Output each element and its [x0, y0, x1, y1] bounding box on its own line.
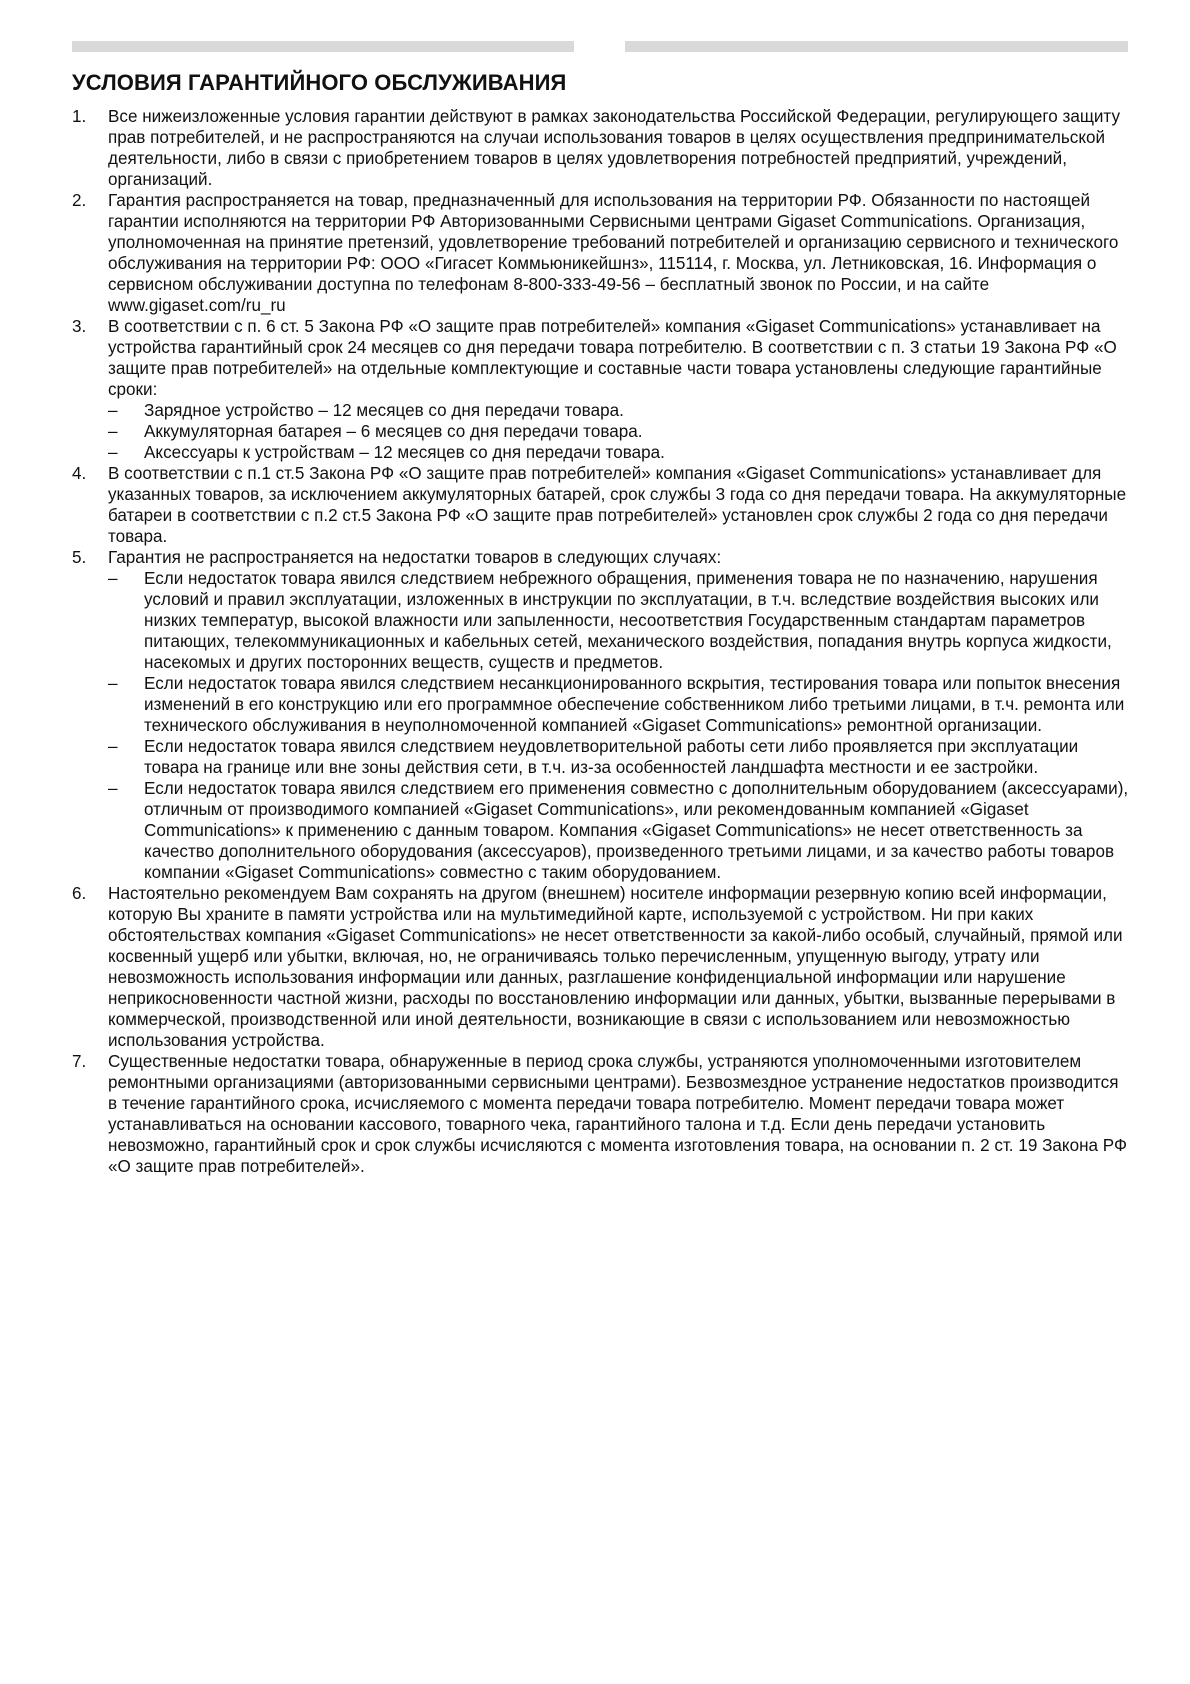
item-text: В соответствии с п.1 ст.5 Закона РФ «О защите прав потребителей» компания «Gigaset Communications» устанавливает для указанных товаров, за исключением аккумуляторных батарей, срок службы 3 года со дня передачи товара. На аккумуляторные батареи в соответствии с п.2 ст.5 Закона РФ «О защите прав потребителей» установлен срок службы 2 года со дня передачи товара.: [108, 464, 1127, 546]
dash-bullet: –: [108, 443, 118, 462]
sub-item: [108, 778, 1130, 883]
dash-bullet: –: [108, 401, 118, 420]
list-item: [72, 463, 1130, 547]
list-item: [72, 1051, 1130, 1177]
dash-bullet: –: [108, 779, 118, 798]
sub-item: [108, 568, 1130, 673]
item-text: Гарантия распространяется на товар, предназначенный для использования на территории РФ. Обязанности по настоящей гарантии исполняются на территории РФ Авторизованными Сервисными центрами Gigaset Communications. Организация, уполномоченная на принятие претензий, удовлетворение требований потребителей и организацию сервисного и технического обслуживания на территории РФ: ООО «Гигасет Коммьюникейшнз», 115114, г. Москва, ул. Летниковская, 16. Информация о сервисном обслуживании доступна по телефонам 8-800-333-49-56 – бесплатный звонок по России, и на сайте www.gigaset.com/ru_ru: [108, 191, 1119, 315]
item-number: 1.: [72, 107, 87, 126]
item-text: Гарантия не распространяется на недостатки товаров в следующих случаях:: [108, 548, 722, 567]
dash-bullet: –: [108, 422, 118, 441]
warranty-periods-list: [108, 400, 1130, 463]
item-number: 7.: [72, 1052, 87, 1071]
item-text: Настоятельно рекомендуем Вам сохранять на другом (внешнем) носителе информации резервную копию всей информации, которую Вы храните в памяти устройства или на мультимедийной карте, используемой с устройством. Ни при каких обстоятельствах компания «Gigaset Communications» не несет ответственности за какой-либо особый, случайный, прямой или косвенный ущерб или убытки, включая, но, не ограничиваясь только перечисленным, упущенную выгоду, утрату или невозможность использования информации или данных, разглашение конфиденциальной информации или нарушение неприкосновенности частной жизни, расходы по восстановлению информации или данных, убытки, вызванные перерывами в коммерческой, производственной или иной деятельности, возникающие в связи с использованием или невозможностью использования устройства.: [108, 884, 1123, 1050]
sub-item-text: Если недостаток товара явился следствием небрежного обращения, применения товара не по назначению, нарушения условий и правил эксплуатации, изложенных в инструкции по эксплуатации, в т.ч. вследствие воздействия высоких или низких температур, высокой влажности или запыленности, несоответствия Государственным стандартам параметров питающих, телекоммуникационных и кабельных сетей, механического воздействия, попадания внутрь корпуса жидкости, насекомых и других посторонних веществ, существ и предметов.: [144, 569, 1112, 672]
sub-item-text: Если недостаток товара явился следствием неудовлетворительной работы сети либо проявляется при эксплуатации товара на границе или вне зоны действия сети, в т.ч. из-за особенностей ландшафта местности и ее застройки.: [144, 737, 1079, 777]
list-item: [72, 883, 1130, 1051]
dash-bullet: –: [108, 674, 118, 693]
dash-bullet: –: [108, 737, 118, 756]
item-number: 4.: [72, 464, 87, 483]
sub-item: [108, 673, 1130, 736]
list-item: [72, 190, 1130, 316]
list-item: [72, 106, 1130, 190]
header-bar-left: [72, 41, 574, 52]
item-number: 6.: [72, 884, 87, 903]
sub-item: [108, 442, 1130, 463]
sub-item: [108, 400, 1130, 421]
list-item: [72, 316, 1130, 463]
sub-item-text: Аккумуляторная батарея – 6 месяцев со дня передачи товара.: [144, 422, 643, 441]
item-text: Существенные недостатки товара, обнаруженные в период срока службы, устраняются уполномоченными изготовителем ремонтными организациями (авторизованными сервисными центрами). Безвозмездное устранение недостатков производится в течение гарантийного срока, исчисляемого с момента передачи товара потребителю. Момент передачи товара может устанавливаться на основании кассового, товарного чека, гарантийного талона и т.д. Если день передачи установить невозможно, гарантийный срок и срок службы исчисляются с момента изготовления товара, на основании п. 2 ст. 19 Закона РФ «О защите прав потребителей».: [108, 1052, 1127, 1176]
page-title: УСЛОВИЯ ГАРАНТИЙНОГО ОБСЛУЖИВАНИЯ: [72, 70, 567, 95]
exclusions-list: [108, 568, 1130, 883]
list-item: [72, 547, 1130, 883]
sub-item-text: Если недостаток товара явился следствием его применения совместно с дополнительным оборудованием (аксессуарами), отличным от производимого компанией «Gigaset Communications», или рекомендованным компанией «Gigaset Communications» к применению с данным товаром. Компания «Gigaset Communications» не несет ответственность за качество дополнительного оборудования (аксессуаров), произведенного третьими лицами, и за качество работы товаров компании «Gigaset Communications» совместно с таким оборудованием.: [144, 779, 1129, 882]
item-text: В соответствии с п. 6 ст. 5 Закона РФ «О защите прав потребителей» компания «Gigaset Communications» устанавливает на устройства гарантийный срок 24 месяцев со дня передачи товара потребителю. В соответствии с п. 3 статьи 19 Закона РФ «О защите прав потребителей» на отдельные комплектующие и составные части товара установлены следующие гарантийные сроки:: [108, 317, 1117, 399]
item-text: Все нижеизложенные условия гарантии действуют в рамках законодательства Российской Федерации, регулирующего защиту прав потребителей, и не распространяются на случаи использования товаров в целях осуществления предпринимательской деятельности, либо в связи с приобретением товаров в целях удовлетворения потребностей предприятий, учреждений, организаций.: [108, 107, 1121, 189]
sub-item-text: Если недостаток товара явился следствием несанкционированного вскрытия, тестирования товара или попыток внесения изменений в его конструкцию или его программное обеспечение собственником либо третьими лицами, в т.ч. ремонта или технического обслуживания в неуполномоченной компанией «Gigaset Communications» ремонтной организации.: [144, 674, 1125, 735]
sub-item: [108, 421, 1130, 442]
sub-item-text: Аксессуары к устройствам – 12 месяцев со дня передачи товара.: [144, 443, 665, 462]
item-number: 3.: [72, 317, 87, 336]
header-bar-right: [625, 41, 1128, 52]
warranty-terms-list: [72, 106, 1130, 1177]
sub-item-text: Зарядное устройство – 12 месяцев со дня передачи товара.: [144, 401, 624, 420]
item-number: 5.: [72, 548, 87, 567]
sub-item: [108, 736, 1130, 778]
item-number: 2.: [72, 191, 87, 210]
dash-bullet: –: [108, 569, 118, 588]
